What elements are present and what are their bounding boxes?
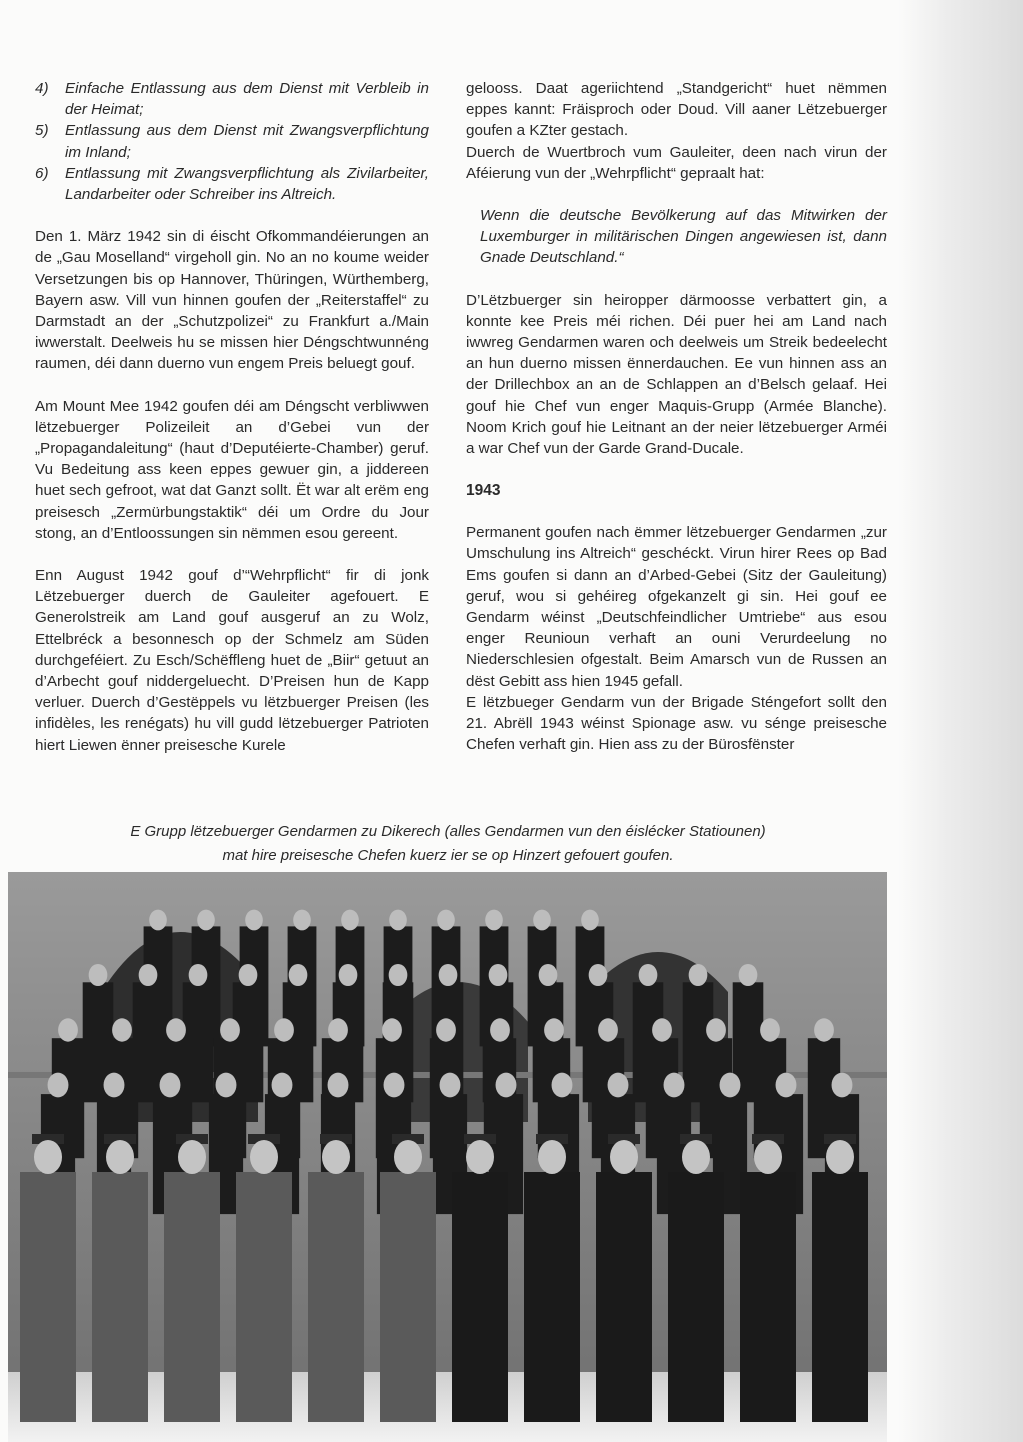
person-face	[149, 910, 167, 931]
paragraph: Duerch de Wuertbroch vum Gauleiter, deen nach virun der Aféierung vun der „Wehrpflicht“ gepraalt hat:	[466, 143, 887, 182]
person-face	[178, 1140, 206, 1174]
person-face	[394, 1140, 422, 1174]
paragraph: E lëtzbueger Gendarm vun der Brigade Sténgefort sollt den 21. Abrëll 1943 wéinst Spionage asw. vu sénge preisesche Chefen verhaft gin. Hien ass zu der Bürosfënster	[466, 693, 887, 754]
group-photo-image	[8, 872, 887, 1442]
person-body	[524, 1172, 580, 1422]
person-face	[384, 1073, 405, 1098]
person-face	[832, 1073, 853, 1098]
person-face	[664, 1073, 685, 1098]
person-face	[112, 1018, 132, 1041]
person-face	[639, 964, 658, 986]
list-text: Einfache Entlassung aus dem Dienst mit Verbleib in der Heimat;	[65, 80, 429, 119]
person-face	[720, 1073, 741, 1098]
person-body	[308, 1172, 364, 1422]
person-face	[760, 1018, 780, 1041]
person-body	[236, 1172, 292, 1422]
person-body	[740, 1172, 796, 1422]
person-face	[496, 1073, 517, 1098]
block-quote: Wenn die deutsche Bevölkerung auf das Mitwirken der Luxemburger in militärischen Dingen angewiesen ist, dann Gnade Deutschland.“	[480, 207, 887, 267]
list-item	[35, 163, 429, 205]
person-face	[739, 964, 758, 986]
person-body	[164, 1172, 220, 1422]
person-face	[160, 1073, 181, 1098]
person-face	[533, 910, 551, 931]
person-face	[552, 1073, 573, 1098]
person-face	[539, 964, 558, 986]
list-number: 5)	[35, 122, 49, 140]
section-heading: 1943	[466, 482, 501, 500]
person-body	[92, 1172, 148, 1422]
person-face	[706, 1018, 726, 1041]
person-face	[220, 1018, 240, 1041]
person-face	[652, 1018, 672, 1041]
person-face	[274, 1018, 294, 1041]
list-item	[35, 120, 429, 162]
person-face	[581, 910, 599, 931]
person-face	[104, 1073, 125, 1098]
dismissal-options-list	[35, 78, 429, 205]
person-face	[485, 910, 503, 931]
person-face	[89, 964, 108, 986]
list-number: 6)	[35, 164, 49, 182]
person-face	[490, 1018, 510, 1041]
person-face	[58, 1018, 78, 1041]
paragraph: D’Lëtzbuerger sin heiropper därmoosse verbattert gin, a konnte kee Preis méi richen. Déi puer hei am Land nach iwwreg Gendarmen waren och deelweis um Streik bedeelecht an hun duerno missen ënnerdauchen. Ee vun hinnen ass an der Drillechbox an an de Schlappen an d’Belsch gelaaf. Hei gouf hie Chef vun enger Maquis-Grupp (Armée Blanche). Noom Krich gouf hie Leitnant an der neier lëtzebuerger Arméi a war Chef vun der Garde Grand-Ducale.	[466, 291, 887, 458]
person-face	[245, 910, 263, 931]
person-face	[754, 1140, 782, 1174]
person-face	[826, 1140, 854, 1174]
person-face	[538, 1140, 566, 1174]
person-face	[189, 964, 208, 986]
person-face	[328, 1073, 349, 1098]
person-face	[466, 1140, 494, 1174]
person-face	[48, 1073, 69, 1098]
person-face	[289, 964, 308, 986]
photo-caption	[40, 820, 856, 868]
person-face	[589, 964, 608, 986]
person-face	[389, 964, 408, 986]
person-face	[436, 1018, 456, 1041]
person-face	[610, 1140, 638, 1174]
person-face	[139, 964, 158, 986]
person-face	[437, 910, 455, 931]
person-body	[380, 1172, 436, 1422]
person-face	[440, 1073, 461, 1098]
group-photo	[8, 872, 887, 1442]
person-face	[293, 910, 311, 931]
paragraph: Enn August 1942 gouf d’“Wehrpflicht“ fir di jonk Lëtzebuerger duerch de Gauleiter agefouert. E Generolstreik am Land gouf ausgeruf an zu Wolz, Ettelbréck a besonnesch op der Schmelz am Süden durchgeféiert. Zu Esch/Schëffleng huet de „Biir“ getuut an d’Arbecht gouf niddergeluecht. D’Preisen hun de Kapp verluer. Duerch d’Gestëppels vu lëtzbuerger Preisen (les infidèles, les renégats) hu vill gudd lëtzebuerger Patrioten hiert Liewen ënner preisesche Kurele	[35, 567, 429, 754]
person-face	[339, 964, 358, 986]
person-face	[166, 1018, 186, 1041]
person-face	[272, 1073, 293, 1098]
person-face	[598, 1018, 618, 1041]
right-column	[466, 78, 887, 776]
person-face	[689, 964, 708, 986]
paragraph: Am Mount Mee 1942 goufen déi am Déngscht verbliwwen lëtzebuerger Polizeileit an d’Gebei vun der „Propagandaleitung“ (haut d’Deputéierte-Chamber) geruf. Vu Bedeitung ass keen eppes gewuer gin, a jiddereen huet sech gefroot, wat dat Ganzt sollt. Ët war alt erëm eng preisesch „Zermürbungstaktik“ déi um Ordre du Jour stong, an d’Entloossungen sin nëmmen esou gereent.	[35, 397, 429, 542]
person-face	[239, 964, 258, 986]
list-number: 4)	[35, 80, 49, 97]
person-face	[439, 964, 458, 986]
person-face	[328, 1018, 348, 1041]
person-face	[814, 1018, 834, 1041]
paragraph: gelooss. Daat ageriichtend „Standgericht“ huet nëmmen eppes kannt: Fräisproch oder Doud. Vill aaner Lëtzebuerger goufen a KZter gestach.	[466, 80, 887, 140]
person-body	[596, 1172, 652, 1422]
person-face	[489, 964, 508, 986]
person-face	[776, 1073, 797, 1098]
person-face	[341, 910, 359, 931]
person-body	[812, 1172, 868, 1422]
person-face	[216, 1073, 237, 1098]
person-face	[389, 910, 407, 931]
list-text: Entlassung mit Zwangsverpflichtung als Zivilarbeiter, Landarbeiter oder Schreiber ins Altreich.	[65, 164, 429, 204]
person-face	[382, 1018, 402, 1041]
page-edge-shadow	[898, 0, 1023, 1442]
list-text: Entlassung aus dem Dienst mit Zwangsverpflichtung im Inland;	[65, 122, 429, 161]
list-item	[35, 78, 429, 120]
paragraph: Den 1. März 1942 sin di éischt Ofkommandéierungen an de „Gau Moselland“ virgeholl gin. No an no koume weider Versetzungen bis op Hannover, Thüringen, Würthemberg, Bayern asw. Vill vun hinnen goufen der „Reiterstaffel“ zu Darmstadt an der „Schutzpolizei“ zu Frankfurt a./Main iwwerstalt. Deelweis hu se missen hier Déngschtwunnéng raumen, déi dann duerno vun engem Preis beluegt gouf.	[35, 228, 429, 373]
person-face	[34, 1140, 62, 1174]
left-column	[35, 78, 429, 777]
caption-line: E Grupp lëtzebuerger Gendarmen zu Dikerech (alles Gendarmen vun den éislécker Statiounen)	[130, 823, 766, 840]
person-body	[452, 1172, 508, 1422]
person-body	[20, 1172, 76, 1422]
person-face	[544, 1018, 564, 1041]
person-face	[106, 1140, 134, 1174]
person-body	[668, 1172, 724, 1422]
caption-line: mat hire preisesche Chefen kuerz ier se op Hinzert gefouert goufen.	[222, 847, 674, 864]
person-face	[682, 1140, 710, 1174]
person-face	[608, 1073, 629, 1098]
person-face	[197, 910, 215, 931]
person-face	[250, 1140, 278, 1174]
person-face	[322, 1140, 350, 1174]
paragraph: Permanent goufen nach ëmmer lëtzebuerger Gendarmen „zur Umschulung ins Altreich“ geschéckt. Virun hirer Rees op Bad Ems goufen si dann an d’Arbed-Gebei (Sitz der Gauleitung) geruf, wou si gehéireg ofgekanzelt gi sin. Hei gouf ee Gendarm wéinst „Deutschfeindlicher Umtriebe“ aus esou enger Reunioun verhaft an ouni Verurdeelung no Niederschlesien ofgestalt. Beim Amarsch vun de Russen an dëst Gebitt ass hien 1945 gefall.	[466, 524, 887, 690]
